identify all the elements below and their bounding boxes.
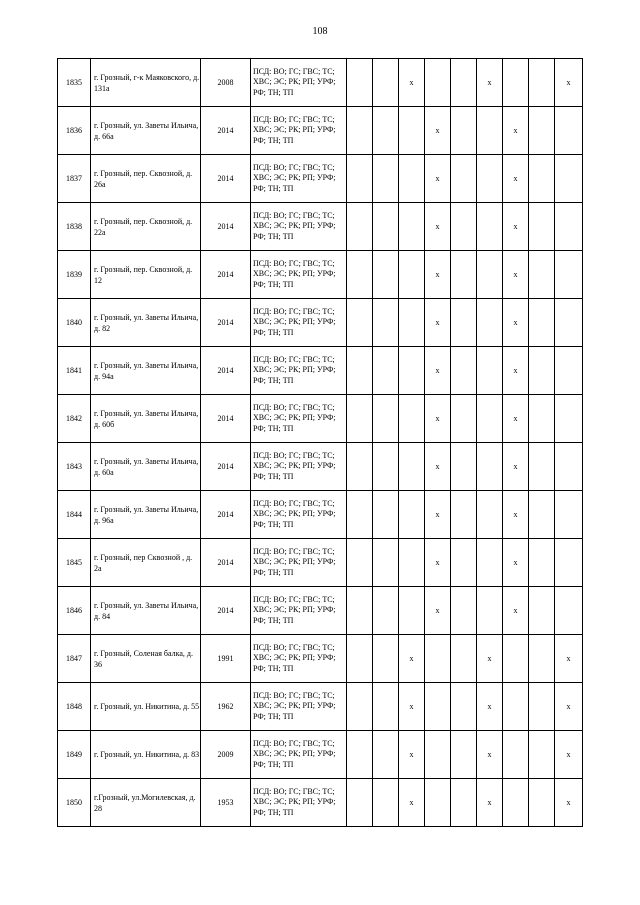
- mark-cell: [555, 395, 583, 443]
- mark-cell: [451, 731, 477, 779]
- address-cell: г. Грозный, ул. Заветы Ильича, д. 96а: [91, 491, 201, 539]
- mark-cell: [451, 779, 477, 827]
- mark-cell: [451, 443, 477, 491]
- row-number: 1848: [58, 683, 91, 731]
- address-cell: г. Грозный, пер Сквозной , д. 2а: [91, 539, 201, 587]
- services-cell: ПСД: ВО; ГС; ГВС; ТС; ХВС; ЭС; РК; РП; УРФ; РФ; ТН; ТП: [251, 347, 347, 395]
- year-cell: 2008: [201, 59, 251, 107]
- mark-cell: [477, 491, 503, 539]
- mark-cell: [347, 683, 373, 731]
- mark-cell: [347, 299, 373, 347]
- mark-cell: [555, 299, 583, 347]
- table-row: [58, 587, 583, 635]
- mark-cell: [373, 203, 399, 251]
- mark-cell: [399, 107, 425, 155]
- mark-cell: x: [425, 587, 451, 635]
- table-row: [58, 443, 583, 491]
- mark-cell: [477, 251, 503, 299]
- mark-cell: [477, 443, 503, 491]
- mark-cell: x: [477, 731, 503, 779]
- services-cell: ПСД: ВО; ГС; ГВС; ТС; ХВС; ЭС; РК; РП; УРФ; РФ; ТН; ТП: [251, 395, 347, 443]
- mark-cell: [425, 683, 451, 731]
- year-cell: 2014: [201, 491, 251, 539]
- services-cell: ПСД: ВО; ГС; ГВС; ТС; ХВС; ЭС; РК; РП; УРФ; РФ; ТН; ТП: [251, 251, 347, 299]
- year-cell: 2009: [201, 731, 251, 779]
- mark-cell: [425, 731, 451, 779]
- services-cell: ПСД: ВО; ГС; ГВС; ТС; ХВС; ЭС; РК; РП; УРФ; РФ; ТН; ТП: [251, 203, 347, 251]
- year-cell: 2014: [201, 155, 251, 203]
- services-cell: ПСД: ВО; ГС; ГВС; ТС; ХВС; ЭС; РК; РП; УРФ; РФ; ТН; ТП: [251, 731, 347, 779]
- mark-cell: [529, 203, 555, 251]
- mark-cell: [503, 731, 529, 779]
- mark-cell: x: [425, 251, 451, 299]
- mark-cell: [477, 203, 503, 251]
- mark-cell: [373, 347, 399, 395]
- mark-cell: [347, 731, 373, 779]
- year-cell: 1962: [201, 683, 251, 731]
- mark-cell: [555, 107, 583, 155]
- mark-cell: [529, 539, 555, 587]
- mark-cell: [555, 491, 583, 539]
- mark-cell: [529, 731, 555, 779]
- mark-cell: [373, 155, 399, 203]
- table-row: [58, 395, 583, 443]
- mark-cell: x: [503, 155, 529, 203]
- year-cell: 2014: [201, 587, 251, 635]
- services-cell: ПСД: ВО; ГС; ГВС; ТС; ХВС; ЭС; РК; РП; УРФ; РФ; ТН; ТП: [251, 539, 347, 587]
- row-number: 1843: [58, 443, 91, 491]
- mark-cell: [425, 59, 451, 107]
- mark-cell: [399, 587, 425, 635]
- mark-cell: [477, 587, 503, 635]
- year-cell: 2014: [201, 203, 251, 251]
- mark-cell: x: [503, 347, 529, 395]
- mark-cell: [373, 587, 399, 635]
- mark-cell: x: [399, 59, 425, 107]
- mark-cell: [451, 299, 477, 347]
- mark-cell: x: [425, 395, 451, 443]
- mark-cell: [399, 491, 425, 539]
- mark-cell: [555, 155, 583, 203]
- services-cell: ПСД: ВО; ГС; ГВС; ТС; ХВС; ЭС; РК; РП; УРФ; РФ; ТН; ТП: [251, 107, 347, 155]
- address-cell: г. Грозный, ул. Заветы Ильича, д. 82: [91, 299, 201, 347]
- mark-cell: [529, 779, 555, 827]
- mark-cell: [399, 299, 425, 347]
- mark-cell: [477, 347, 503, 395]
- mark-cell: x: [555, 635, 583, 683]
- row-number: 1837: [58, 155, 91, 203]
- mark-cell: [529, 587, 555, 635]
- mark-cell: [451, 395, 477, 443]
- address-cell: г. Грозный, ул. Заветы Ильича, д. 94а: [91, 347, 201, 395]
- address-cell: г. Грозный, ул. Заветы Ильича, д. 60б: [91, 395, 201, 443]
- mark-cell: x: [425, 491, 451, 539]
- mark-cell: [555, 539, 583, 587]
- mark-cell: x: [503, 251, 529, 299]
- mark-cell: [399, 539, 425, 587]
- mark-cell: [529, 491, 555, 539]
- mark-cell: x: [503, 491, 529, 539]
- registry-table: [57, 58, 583, 827]
- table-row: [58, 155, 583, 203]
- table-row: [58, 299, 583, 347]
- mark-cell: [347, 59, 373, 107]
- year-cell: 2014: [201, 107, 251, 155]
- row-number: 1836: [58, 107, 91, 155]
- mark-cell: [529, 347, 555, 395]
- address-cell: г. Грозный, ул. Заветы Ильича, д. 60а: [91, 443, 201, 491]
- mark-cell: [529, 395, 555, 443]
- mark-cell: [373, 491, 399, 539]
- mark-cell: x: [503, 299, 529, 347]
- mark-cell: [477, 539, 503, 587]
- mark-cell: [503, 683, 529, 731]
- mark-cell: [373, 539, 399, 587]
- address-cell: г. Грозный, ул. Никитина, д. 55: [91, 683, 201, 731]
- mark-cell: [503, 635, 529, 683]
- mark-cell: [477, 299, 503, 347]
- mark-cell: [451, 683, 477, 731]
- row-number: 1840: [58, 299, 91, 347]
- mark-cell: [503, 59, 529, 107]
- mark-cell: x: [477, 683, 503, 731]
- mark-cell: [347, 251, 373, 299]
- mark-cell: [347, 587, 373, 635]
- mark-cell: x: [503, 587, 529, 635]
- mark-cell: x: [425, 107, 451, 155]
- services-cell: ПСД: ВО; ГС; ГВС; ТС; ХВС; ЭС; РК; РП; УРФ; РФ; ТН; ТП: [251, 635, 347, 683]
- address-cell: г. Грозный, Соленая балка, д. 36: [91, 635, 201, 683]
- table-row: [58, 203, 583, 251]
- mark-cell: x: [503, 203, 529, 251]
- mark-cell: x: [399, 635, 425, 683]
- mark-cell: [451, 107, 477, 155]
- mark-cell: [425, 635, 451, 683]
- address-cell: г. Грозный, ул. Заветы Ильича, д. 66а: [91, 107, 201, 155]
- mark-cell: [373, 731, 399, 779]
- mark-cell: [347, 491, 373, 539]
- address-cell: г. Грозный, пер. Сквозной, д. 26а: [91, 155, 201, 203]
- mark-cell: x: [503, 395, 529, 443]
- address-cell: г.Грозный, ул.Могилевская, д. 28: [91, 779, 201, 827]
- mark-cell: [555, 251, 583, 299]
- mark-cell: [477, 107, 503, 155]
- mark-cell: [529, 683, 555, 731]
- table-row: [58, 59, 583, 107]
- mark-cell: [451, 59, 477, 107]
- services-cell: ПСД: ВО; ГС; ГВС; ТС; ХВС; ЭС; РК; РП; УРФ; РФ; ТН; ТП: [251, 779, 347, 827]
- table-row: [58, 107, 583, 155]
- mark-cell: [373, 59, 399, 107]
- services-cell: ПСД: ВО; ГС; ГВС; ТС; ХВС; ЭС; РК; РП; УРФ; РФ; ТН; ТП: [251, 587, 347, 635]
- address-cell: г. Грозный, г-к Маяковского, д. 131а: [91, 59, 201, 107]
- mark-cell: [529, 251, 555, 299]
- table-row: [58, 779, 583, 827]
- mark-cell: [347, 539, 373, 587]
- row-number: 1845: [58, 539, 91, 587]
- mark-cell: [555, 347, 583, 395]
- table-row: [58, 635, 583, 683]
- services-cell: ПСД: ВО; ГС; ГВС; ТС; ХВС; ЭС; РК; РП; УРФ; РФ; ТН; ТП: [251, 155, 347, 203]
- mark-cell: [399, 395, 425, 443]
- table-row: [58, 683, 583, 731]
- mark-cell: [399, 251, 425, 299]
- services-cell: ПСД: ВО; ГС; ГВС; ТС; ХВС; ЭС; РК; РП; УРФ; РФ; ТН; ТП: [251, 299, 347, 347]
- address-cell: г. Грозный, ул. Никитина, д. 83: [91, 731, 201, 779]
- mark-cell: x: [425, 347, 451, 395]
- mark-cell: [347, 635, 373, 683]
- mark-cell: [347, 155, 373, 203]
- mark-cell: x: [477, 635, 503, 683]
- mark-cell: [373, 443, 399, 491]
- table-row: [58, 347, 583, 395]
- row-number: 1842: [58, 395, 91, 443]
- row-number: 1850: [58, 779, 91, 827]
- mark-cell: [529, 107, 555, 155]
- row-number: 1846: [58, 587, 91, 635]
- mark-cell: x: [425, 539, 451, 587]
- year-cell: 2014: [201, 443, 251, 491]
- mark-cell: x: [399, 683, 425, 731]
- mark-cell: [451, 587, 477, 635]
- mark-cell: [399, 203, 425, 251]
- table-row: [58, 251, 583, 299]
- table-row: [58, 491, 583, 539]
- mark-cell: [451, 203, 477, 251]
- row-number: 1839: [58, 251, 91, 299]
- mark-cell: [451, 539, 477, 587]
- mark-cell: [347, 203, 373, 251]
- row-number: 1849: [58, 731, 91, 779]
- mark-cell: x: [503, 443, 529, 491]
- mark-cell: x: [555, 731, 583, 779]
- year-cell: 1953: [201, 779, 251, 827]
- mark-cell: [451, 491, 477, 539]
- mark-cell: x: [399, 779, 425, 827]
- mark-cell: [529, 635, 555, 683]
- mark-cell: x: [477, 59, 503, 107]
- row-number: 1838: [58, 203, 91, 251]
- mark-cell: [399, 347, 425, 395]
- mark-cell: [555, 587, 583, 635]
- mark-cell: x: [555, 779, 583, 827]
- row-number: 1841: [58, 347, 91, 395]
- mark-cell: [529, 443, 555, 491]
- year-cell: 1991: [201, 635, 251, 683]
- mark-cell: x: [425, 155, 451, 203]
- row-number: 1835: [58, 59, 91, 107]
- mark-cell: [555, 203, 583, 251]
- mark-cell: x: [555, 59, 583, 107]
- mark-cell: [451, 635, 477, 683]
- mark-cell: x: [425, 443, 451, 491]
- mark-cell: [347, 395, 373, 443]
- mark-cell: x: [425, 299, 451, 347]
- mark-cell: [347, 107, 373, 155]
- table-row: [58, 731, 583, 779]
- mark-cell: [503, 779, 529, 827]
- mark-cell: [529, 59, 555, 107]
- mark-cell: [399, 443, 425, 491]
- registry-table-body: [58, 59, 583, 827]
- row-number: 1844: [58, 491, 91, 539]
- mark-cell: [451, 251, 477, 299]
- mark-cell: [373, 299, 399, 347]
- mark-cell: [451, 155, 477, 203]
- mark-cell: [477, 395, 503, 443]
- mark-cell: x: [425, 203, 451, 251]
- mark-cell: [425, 779, 451, 827]
- mark-cell: [373, 395, 399, 443]
- address-cell: г. Грозный, пер. Сквозной, д. 22а: [91, 203, 201, 251]
- services-cell: ПСД: ВО; ГС; ГВС; ТС; ХВС; ЭС; РК; РП; УРФ; РФ; ТН; ТП: [251, 59, 347, 107]
- year-cell: 2014: [201, 539, 251, 587]
- mark-cell: x: [399, 731, 425, 779]
- mark-cell: [529, 299, 555, 347]
- mark-cell: x: [503, 539, 529, 587]
- services-cell: ПСД: ВО; ГС; ГВС; ТС; ХВС; ЭС; РК; РП; УРФ; РФ; ТН; ТП: [251, 491, 347, 539]
- mark-cell: x: [503, 107, 529, 155]
- year-cell: 2014: [201, 347, 251, 395]
- mark-cell: [451, 347, 477, 395]
- year-cell: 2014: [201, 299, 251, 347]
- mark-cell: [347, 347, 373, 395]
- page-number: 108: [312, 26, 328, 37]
- mark-cell: [399, 155, 425, 203]
- table-row: [58, 539, 583, 587]
- mark-cell: [373, 251, 399, 299]
- row-number: 1847: [58, 635, 91, 683]
- mark-cell: [373, 107, 399, 155]
- mark-cell: [347, 443, 373, 491]
- services-cell: ПСД: ВО; ГС; ГВС; ТС; ХВС; ЭС; РК; РП; УРФ; РФ; ТН; ТП: [251, 683, 347, 731]
- mark-cell: [555, 443, 583, 491]
- services-cell: ПСД: ВО; ГС; ГВС; ТС; ХВС; ЭС; РК; РП; УРФ; РФ; ТН; ТП: [251, 443, 347, 491]
- mark-cell: [373, 683, 399, 731]
- mark-cell: [373, 779, 399, 827]
- year-cell: 2014: [201, 395, 251, 443]
- address-cell: г. Грозный, пер. Сквозной, д. 12: [91, 251, 201, 299]
- mark-cell: [477, 155, 503, 203]
- mark-cell: [529, 155, 555, 203]
- mark-cell: [373, 635, 399, 683]
- mark-cell: [347, 779, 373, 827]
- year-cell: 2014: [201, 251, 251, 299]
- mark-cell: x: [477, 779, 503, 827]
- address-cell: г. Грозный, ул. Заветы Ильича, д. 84: [91, 587, 201, 635]
- mark-cell: x: [555, 683, 583, 731]
